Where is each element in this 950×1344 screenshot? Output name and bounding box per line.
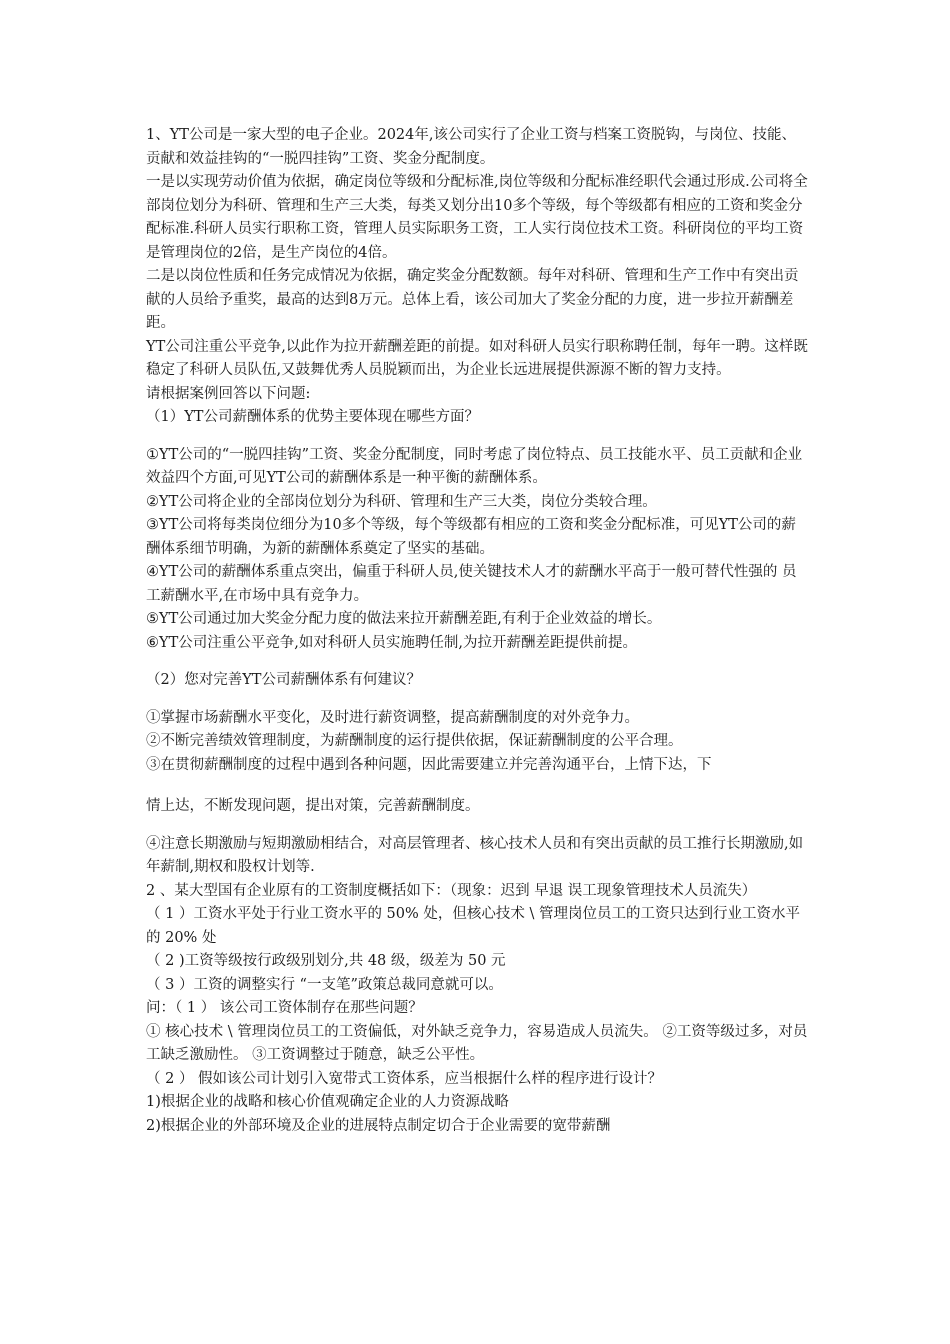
q2-item-3: （ 3 ）工资的调整实行 “一支笔”政策总裁同意就可以。 [146, 976, 503, 993]
q1-paragraph-1: 一是以实现劳动价值为依据，确定岗位等级和分配标准,岗位等级和分配标准经职代会通过形成.公司将全部岗位划分为科研、管理和生产三大类，每类又划分出10多个等级，每个等级都有相应的工资和奖金分配标准.科研人员实行职称工资，管理人员实际职务工资，工人实行岗位技术工资。科研岗位的平均工资是管理岗位的2倍，是生产岗位的4倍。 [146, 174, 808, 261]
q2-question-2: （ 2 ） 假如该公司计划引入宽带式工资体系，应当根据什么样的程序进行设计？ [146, 1070, 663, 1087]
q2-question-1: 问：（ 1 ） 该公司工资体制存在那些问题？ [146, 1000, 423, 1016]
q1-prompt: 请根据案例回答以下问题: [146, 385, 311, 402]
answer-1-4: ④YT公司的薪酬体系重点突出，偏重于科研人员,使关键技术人才的薪酬水平高于一般可替代性强的 员工薪酬水平,在市场中具有竞争力。 [146, 564, 797, 604]
answer-1-3: ③YT公司将每类岗位细分为10多个等级，每个等级都有相应的工资和奖金分配标准，可见YT公司的薪酬体系细节明确，为新的薪酬体系奠定了坚实的基础。 [146, 517, 796, 557]
answer-2-3-line-1: ③在贯彻薪酬制度的过程中遇到各种问题，因此需要建立并完善沟通平台，上情下达，下 [146, 756, 712, 773]
answer-1-6: ⑥YT公司注重公平竞争,如对科研人员实施聘任制,为拉开薪酬差距提供前提。 [146, 634, 637, 651]
answer-1-5: ⑤YT公司通过加大奖金分配力度的做法来拉开薪酬差距,有利于企业效益的增长。 [146, 611, 662, 627]
answer-2-4: ④注意长期激励与短期激励相结合，对高层管理者、核心技术人员和有突出贡献的员工推行长期激励,如年薪制,期权和股权计划等. [146, 835, 804, 875]
answer-2-1: ①掌握市场薪酬水平变化，及时进行薪资调整，提高薪酬制度的对外竞争力。 [146, 709, 639, 726]
q2-item-1: （ 1 ）工资水平处于行业工资水平的 50% 处，但核心技术 \ 管理岗位员工的工资只达到行业工资水平的 20% 处 [146, 906, 800, 946]
q2-step-2: 2)根据企业的外部环境及企业的进展特点制定切合于企业需要的宽带薪酬 [146, 1117, 611, 1134]
q2-answer-1: ① 核心技术 \ 管理岗位员工的工资偏低，对外缺乏竞争力，容易造成人员流失。 ②工资等级过多，对员工缺乏激励性。 ③工资调整过于随意，缺乏公平性。 [146, 1023, 808, 1063]
q1-paragraph-2: 二是以岗位性质和任务完成情况为依据，确定奖金分配数额。每年对科研、管理和生产工作中有突出贡献的人员给予重奖，最高的达到8万元。总体上看，该公司加大了奖金分配的力度，进一步拉开薪酬差距。 [146, 268, 799, 331]
q2-intro: 2 、某大型国有企业原有的工资制度概括如下：（现象：迟到 早退 误工现象管理技术人员流失） [146, 882, 757, 899]
answer-2-2: ②不断完善绩效管理制度，为薪酬制度的运行提供依据，保证薪酬制度的公平合理。 [146, 733, 683, 749]
answer-1-2: ②YT公司将企业的全部岗位划分为科研、管理和生产三大类，岗位分类较合理。 [146, 493, 657, 510]
q2-step-1: 1)根据企业的战略和核心价值观确定企业的人力资源战略 [146, 1094, 509, 1110]
q1-intro: 1、YT公司是一家大型的电子企业。2024年,该公司实行了企业工资与档案工资脱钩，与岗位、技能、贡献和效益挂钩的“一脱四挂钩”工资、奖金分配制度。 [146, 127, 796, 167]
document-page [146, 124, 810, 1138]
q1-paragraph-3: YT公司注重公平竞争,以此作为拉开薪酬差距的前提。如对科研人员实行职称聘任制，每年一聘。这样既稳定了科研人员队伍,又鼓舞优秀人员脱颖而出，为企业长远进展提供源源不断的智力支持。 [146, 338, 808, 378]
q1-sub-question-1: （1）YT公司薪酬体系的优势主要体现在哪些方面？ [146, 409, 479, 425]
answer-2-3-line-2: 情上达，不断发现问题，提出对策，完善薪酬制度。 [146, 798, 480, 814]
q2-item-2: （ 2 )工资等级按行政级别划分,共 48 级，级差为 50 元 [146, 953, 506, 969]
q1-sub-question-2: （2）您对完善YT公司薪酬体系有何建议？ [146, 672, 421, 688]
answer-1-1: ①YT公司的“一脱四挂钩”工资、奖金分配制度，同时考虑了岗位特点、员工技能水平、员工贡献和企业效益四个方面,可见YT公司的薪酬体系是一种平衡的薪酬体系。 [146, 446, 803, 486]
